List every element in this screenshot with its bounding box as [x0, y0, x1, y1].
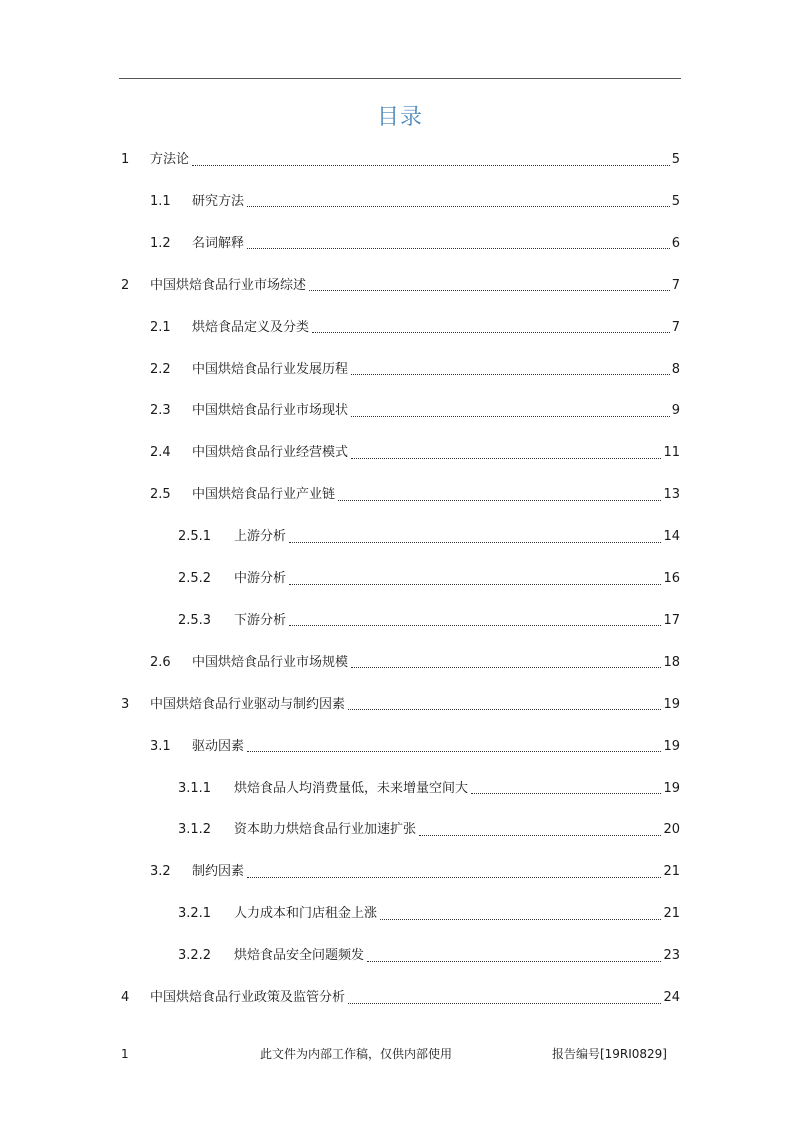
toc-entry-page: 5: [671, 152, 680, 167]
toc-dot-leader: [471, 793, 661, 794]
toc-entry[interactable]: [121, 275, 680, 297]
toc-entry-number: 2.5: [150, 487, 171, 503]
toc-entry-title: 中国烘焙食品行业市场现状: [192, 403, 349, 419]
toc-entry[interactable]: [178, 610, 680, 632]
toc-dot-leader: [380, 919, 661, 920]
toc-entry-page: 20: [663, 822, 680, 838]
toc-entry[interactable]: [121, 694, 680, 716]
toc-entry-number: 3.2.2: [178, 948, 212, 964]
toc-entry-title: 研究方法: [192, 193, 245, 209]
toc-entry-page: 19: [663, 696, 680, 712]
toc-dot-leader: [309, 290, 670, 291]
toc-entry-number: 2.5.1: [178, 529, 212, 545]
toc-entry-title: 制约因素: [192, 864, 245, 880]
toc-entry-number: 2.1: [150, 319, 171, 335]
toc-entry[interactable]: [150, 442, 680, 464]
toc-entry-title: 驱动因素: [192, 738, 245, 754]
toc-dot-leader: [351, 374, 670, 375]
toc-entry-page: 11: [663, 445, 680, 461]
toc-entry-page: 18: [663, 654, 680, 670]
toc-dot-leader: [289, 584, 661, 585]
toc-entry-number: 3.1: [150, 738, 171, 754]
toc-entry-page: 7: [671, 277, 680, 293]
toc-entry-title: 下游分析: [234, 612, 287, 628]
toc-dot-leader: [312, 332, 670, 333]
toc-entry-page: 16: [663, 571, 680, 586]
toc-entry-page: 21: [663, 864, 680, 880]
toc-entry-title: 上游分析: [234, 529, 287, 545]
toc-entry-title: 中游分析: [234, 571, 287, 586]
toc-entry[interactable]: [150, 191, 680, 213]
toc-entry-number: 3.1.1: [178, 780, 212, 796]
footer-notice: 此文件为内部工作稿，仅供内部使用: [260, 1047, 453, 1061]
toc-entry-title: 中国烘焙食品行业市场规模: [192, 654, 349, 670]
toc-entry[interactable]: [150, 359, 680, 381]
toc-entry-title: 资本助力烘焙食品行业加速扩张: [234, 822, 417, 838]
toc-entry-number: 3.1.2: [178, 822, 212, 838]
toc-entry[interactable]: [150, 861, 680, 883]
toc-entry-title: 中国烘焙食品行业发展历程: [192, 361, 349, 377]
toc-entry-title: 烘焙食品安全问题频发: [234, 948, 365, 964]
toc-dot-leader: [247, 248, 670, 249]
toc-dot-leader: [289, 542, 661, 543]
toc-dot-leader: [351, 458, 661, 459]
toc-entry-number: 2.3: [150, 403, 171, 419]
toc-entry-page: 19: [663, 738, 680, 754]
toc-entry-page: 7: [671, 319, 680, 335]
toc-entry-title: 中国烘焙食品行业驱动与制约因素: [150, 696, 346, 712]
footer-report-id: 报告编号[19RI0829]: [551, 1047, 667, 1061]
toc-entry[interactable]: [150, 652, 680, 674]
toc-entry[interactable]: [150, 233, 680, 255]
toc-entry-page: 13: [663, 487, 680, 503]
toc-entry[interactable]: [178, 568, 680, 590]
footer-page-number: 1: [121, 1047, 129, 1061]
toc-entry-title: 方法论: [150, 152, 190, 167]
toc-entry-page: 8: [671, 361, 680, 377]
toc-entry-number: 2.5.3: [178, 612, 212, 628]
toc-entry[interactable]: [121, 149, 680, 171]
toc-entry-page: 19: [663, 780, 680, 796]
toc-entry-number: 4: [121, 990, 130, 1005]
toc-entry-number: 1: [121, 152, 130, 167]
toc-dot-leader: [367, 961, 661, 962]
toc-dot-leader: [348, 1003, 661, 1004]
toc-entry-number: 3.2: [150, 864, 171, 880]
toc-entry-title: 名词解释: [192, 235, 245, 251]
toc-entry[interactable]: [178, 945, 680, 967]
toc-entry-page: 6: [671, 235, 680, 251]
toc-entry[interactable]: [121, 987, 680, 1009]
toc-dot-leader: [192, 165, 670, 166]
toc-entry-page: 21: [663, 906, 680, 922]
toc-entry-title: 中国烘焙食品行业市场综述: [150, 277, 307, 293]
toc-dot-leader: [338, 500, 661, 501]
toc-entry-page: 5: [671, 193, 680, 209]
toc-entry-page: 24: [663, 990, 680, 1005]
toc-entry[interactable]: [150, 400, 680, 422]
toc-dot-leader: [351, 416, 670, 417]
toc-entry-page: 9: [671, 403, 680, 419]
toc-entry-title: 烘焙食品人均消费量低，未来增量空间大: [234, 780, 469, 796]
toc-entry[interactable]: [150, 736, 680, 758]
toc-entry[interactable]: [150, 484, 680, 506]
toc-dot-leader: [289, 625, 661, 626]
page-title: 目录: [376, 105, 423, 130]
toc-entry-page: 14: [663, 529, 680, 545]
toc-entry-number: 3.2.1: [178, 906, 212, 922]
toc-entry-title: 烘焙食品定义及分类: [192, 319, 310, 335]
toc-entry[interactable]: [178, 778, 680, 800]
toc-dot-leader: [247, 206, 670, 207]
toc-entry[interactable]: [178, 819, 680, 841]
toc-entry-number: 2.2: [150, 361, 171, 377]
toc-entry-title: 中国烘焙食品行业产业链: [192, 487, 336, 503]
toc-entry-page: 23: [663, 948, 680, 964]
toc-entry[interactable]: [178, 526, 680, 548]
toc-entry-number: 3: [121, 696, 130, 712]
toc-dot-leader: [247, 751, 661, 752]
toc-entry-page: 17: [663, 612, 680, 628]
toc-entry-number: 2: [121, 277, 130, 293]
toc-dot-leader: [348, 709, 661, 710]
toc-entry-number: 1.2: [150, 235, 171, 251]
toc-dot-leader: [247, 877, 661, 878]
toc-entry-title: 中国烘焙食品行业政策及监管分析: [150, 990, 346, 1005]
toc-entry-number: 2.6: [150, 654, 171, 670]
toc-entry-number: 2.5.2: [178, 571, 212, 586]
toc-dot-leader: [351, 667, 661, 668]
toc-entry-number: 2.4: [150, 445, 171, 461]
toc-entry-title: 人力成本和门店租金上涨: [234, 906, 378, 922]
toc-entry-number: 1.1: [150, 193, 171, 209]
toc-entry[interactable]: [178, 903, 680, 925]
toc-entry[interactable]: [150, 317, 680, 339]
toc-dot-leader: [419, 835, 661, 836]
toc-entry-title: 中国烘焙食品行业经营模式: [192, 445, 349, 461]
